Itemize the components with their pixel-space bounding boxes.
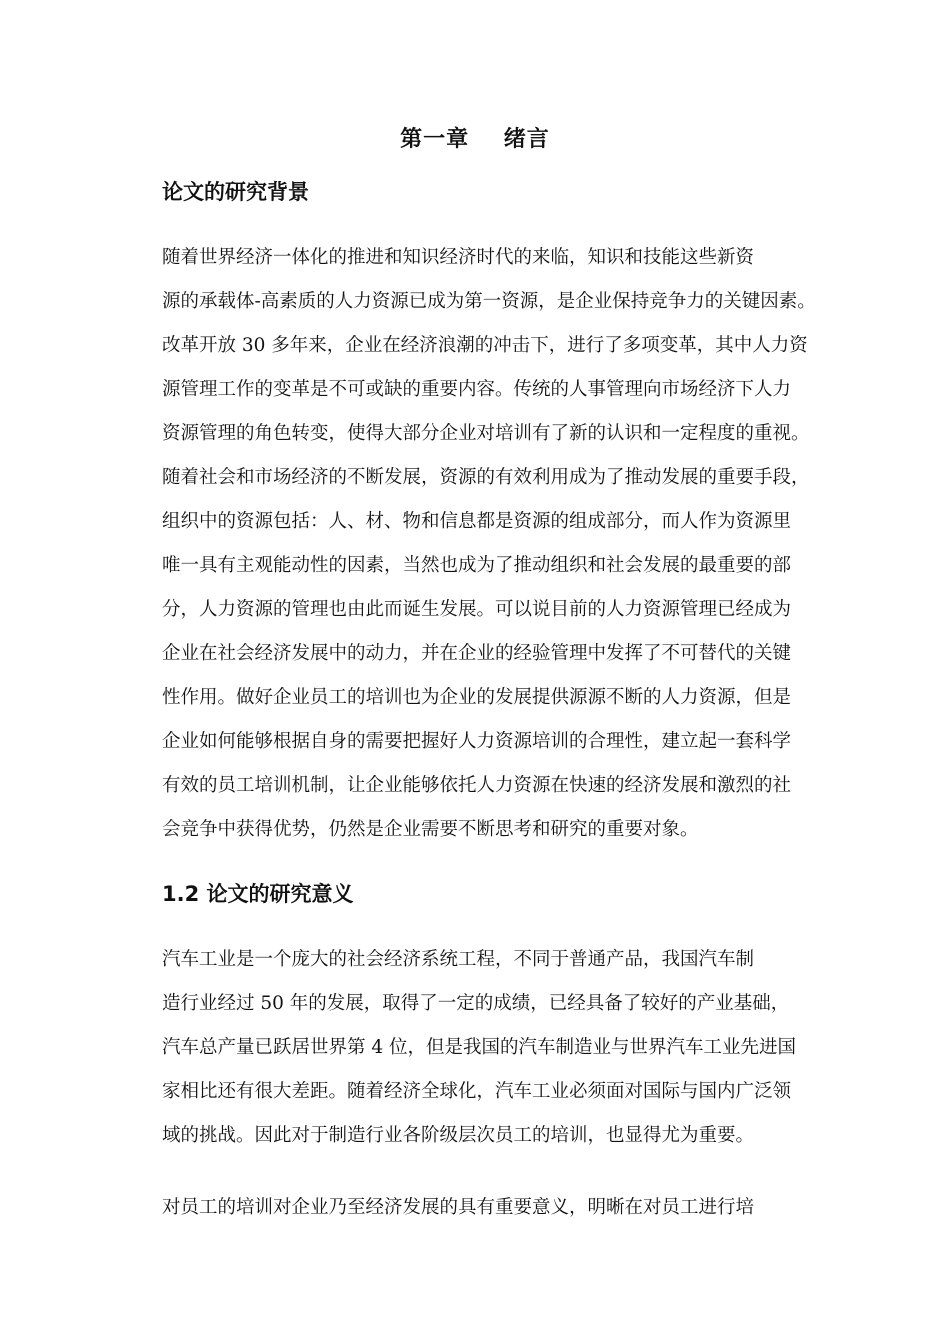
paragraph-training-significance bbox=[162, 1186, 842, 1230]
paragraph-line: 随着社会和市场经济的不断发展，资源的有效利用成为了推动发展的重要手段， bbox=[162, 467, 810, 488]
section-heading-background: 论文的研究背景 bbox=[162, 180, 309, 204]
paragraph-line: 家相比还有很大差距。随着经济全球化，汽车工业必须面对国际与国内广泛领 bbox=[162, 1081, 792, 1102]
section-heading-significance: 1.2 论文的研究意义 bbox=[162, 882, 354, 906]
paragraph-background bbox=[162, 236, 842, 852]
paragraph-line: 性作用。做好企业员工的培训也为企业的发展提供源源不断的人力资源，但是 bbox=[162, 687, 792, 708]
paragraph-line: 汽车总产量已跃居世界第 4 位，但是我国的汽车制造业与世界汽车工业先进国 bbox=[162, 1037, 797, 1058]
paragraph-line: 改革开放 30 多年来，企业在经济浪潮的冲击下，进行了多项变革，其中人力资 bbox=[162, 335, 808, 356]
paragraph-line: 源的承载体-高素质的人力资源已成为第一资源，是企业保持竞争力的关键因素。 bbox=[162, 291, 816, 312]
paragraph-line: 域的挑战。因此对于制造行业各阶级层次员工的培训，也显得尤为重要。 bbox=[162, 1125, 755, 1146]
paragraph-line: 组织中的资源包括：人、材、物和信息都是资源的组成部分，而人作为资源里 bbox=[162, 511, 792, 532]
paragraph-line: 有效的员工培训机制，让企业能够依托人力资源在快速的经济发展和激烈的社 bbox=[162, 775, 792, 796]
paragraph-line: 汽车工业是一个庞大的社会经济系统工程，不同于普通产品，我国汽车制 bbox=[162, 949, 755, 970]
paragraph-line: 唯一具有主观能动性的因素，当然也成为了推动组织和社会发展的最重要的部 bbox=[162, 555, 792, 576]
paragraph-line: 资源管理的角色转变，使得大部分企业对培训有了新的认识和一定程度的重视。 bbox=[162, 423, 810, 444]
paragraph-automotive bbox=[162, 938, 842, 1158]
paragraph-line: 对员工的培训对企业乃至经济发展的具有重要意义，明晰在对员工进行培 bbox=[162, 1197, 755, 1218]
paragraph-line: 企业在社会经济发展中的动力，并在企业的经验管理中发挥了不可替代的关键 bbox=[162, 643, 792, 664]
paragraph-line: 随着世界经济一体化的推进和知识经济时代的来临，知识和技能这些新资 bbox=[162, 247, 755, 268]
paragraph-line: 企业如何能够根据自身的需要把握好人力资源培训的合理性，建立起一套科学 bbox=[162, 731, 792, 752]
paragraph-line: 造行业经过 50 年的发展，取得了一定的成绩，已经具备了较好的产业基础， bbox=[162, 993, 790, 1014]
chapter-title: 第一章 绪言 bbox=[400, 127, 550, 152]
paragraph-line: 会竞争中获得优势，仍然是企业需要不断思考和研究的重要对象。 bbox=[162, 819, 699, 840]
paragraph-line: 分，人力资源的管理也由此而诞生发展。可以说目前的人力资源管理已经成为 bbox=[162, 599, 792, 620]
paragraph-line: 源管理工作的变革是不可或缺的重要内容。传统的人事管理向市场经济下人力 bbox=[162, 379, 792, 400]
